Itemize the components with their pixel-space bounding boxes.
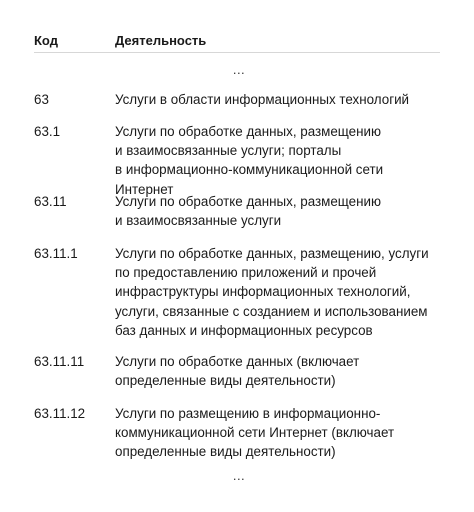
row-description: Услуги по обработке данных, размещению и взаимосвязанные услуги; порталы в информационно-коммуникационной сети Интернет	[115, 124, 384, 197]
row-code: 63.11.1	[34, 246, 78, 261]
row-code: 63.11	[34, 194, 67, 209]
row-description: Услуги по обработке данных, размещению, услуги по предоставлению приложений и прочей инфраструктуры информационных технологий, услуги, связанные с созданием и использованием баз данных и информационных ресурсов	[115, 246, 429, 338]
header-divider	[34, 52, 440, 53]
row-description: Услуги по обработке данных (включает определенные виды деятельности)	[115, 354, 360, 389]
ellipsis-bottom: ...	[232, 468, 246, 483]
activity-codes-table	[34, 0, 440, 512]
ellipsis-top: ...	[232, 62, 246, 77]
row-description: Услуги по обработке данных, размещению и взаимосвязанные услуги	[115, 194, 382, 229]
row-description: Услуги по размещению в информационно- коммуникационной сети Интернет (включает определенные виды деятельности)	[115, 406, 395, 460]
row-code: 63.11.11	[34, 354, 85, 369]
table-header	[34, 30, 440, 52]
column-header-activity: Деятельность	[115, 33, 207, 48]
row-code: 63.11.12	[34, 406, 86, 421]
row-description: Услуги в области информационных технологий	[115, 92, 410, 107]
column-header-code: Код	[34, 33, 58, 48]
row-code: 63	[34, 92, 49, 107]
row-code: 63.1	[34, 124, 61, 139]
